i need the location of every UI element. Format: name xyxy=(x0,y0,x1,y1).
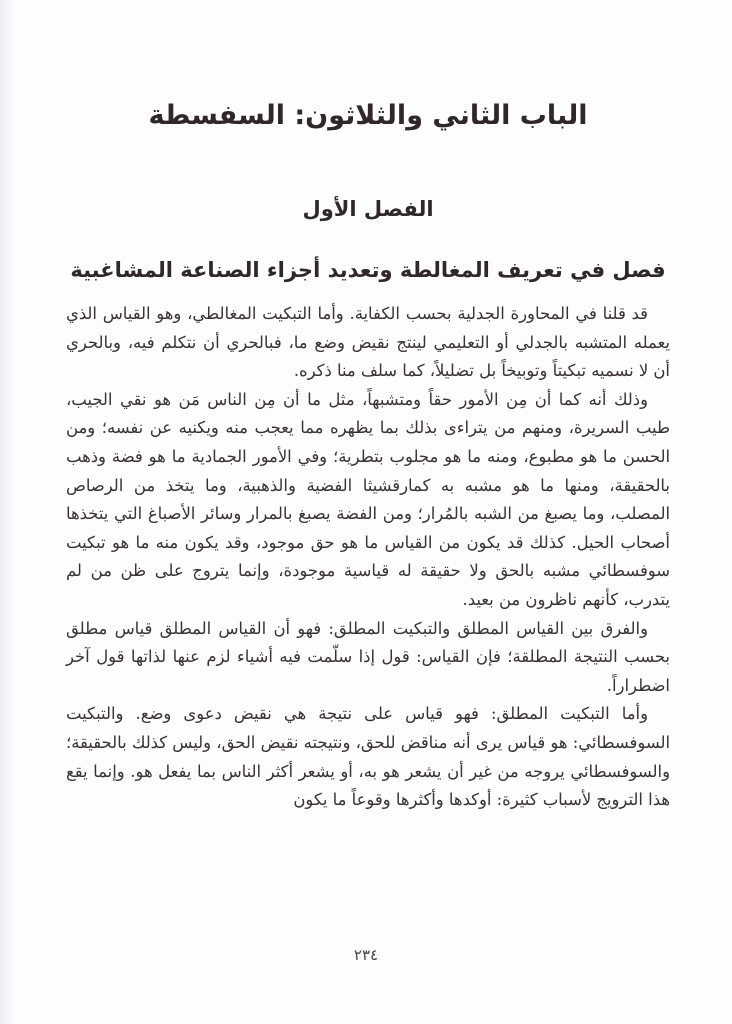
paragraph: وذلك أنه كما أن مِن الأمور حقاً ومتشبهاً، مثل ما أن مِن الناس مَن هو نقي الجيب، طيب السريرة، ومنهم من يتراءى بذلك بما يظهره مما يعجب منه ويكنيه عن نفسه؛ ومن الحسن ما هو مطبوع، ومنه ما هو مجلوب بتطرية؛ وفي الأمور الجمادية ما هو فضة وذهب بالحقيقة، ومنها ما هو مشبه به كمارقشيثا الفضية والذهبية، وما يتخذ من الرصاص المصلب، وما يصبغ من الشبه بالمُرار؛ ومن الفضة يصبغ بالمرار وسائر الأصباغ التي يتخذها أصحاب الحيل. كذلك قد يكون من القياس ما هو حق موجود، وقد يكون منه ما هو تبكيت سوفسطائي مشبه بالحق ولا حقيقة له قياسية موجودة، وإنما يتروج على ظن من لم يتدرب، كأنهم ناظرون من بعيد. xyxy=(66,389,670,609)
paragraph: والفرق بين القياس المطلق والتبكيت المطلق: فهو أن القياس المطلق قياس مطلق بحسب النتيجة المطلقة؛ فإن القياس: قول إذا سلّمت فيه أشياء لزم عنها لذاتها قول آخر اضطراراً. xyxy=(66,618,670,695)
page-number: ٢٣٤ xyxy=(353,946,379,964)
section-title: الفصل الأول xyxy=(302,197,434,221)
subsection-title: فصل في تعريف المغالطة وتعديد أجزاء الصناعة المشاغبية xyxy=(70,258,666,282)
paragraph: قد قلنا في المحاورة الجدلية بحسب الكفاية. وأما التبكيت المغالطي، وهو القياس الذي يعمله المتشبه بالجدلي أو التعليمي لينتج نقيض وضع ما، فبالحري أن نتكلم فيه، وبالحري أن لا نسميه تبكيتاً وتوبيخاً بل تضليلاً، كما سلف منا ذكره. xyxy=(66,304,670,381)
body-text xyxy=(66,300,670,815)
page-edge-shadow xyxy=(0,0,14,1024)
paragraph: وأما التبكيت المطلق: فهو قياس على نتيجة هي نقيض دعوى وضع. والتبكيت السوفسطائي: هو قياس يرى أنه مناقض للحق، ونتيجته نقيض الحق، وليس كذلك بالحقيقة؛ والسوفسطائي يروجه من غير أن يشعر هو به، أو يشعر أكثر الناس بما يفعل هو. وإنما يقع هذا الترويج لأسباب كثيرة: أوكدها وأكثرها وقوعاً ما يكون xyxy=(66,704,670,810)
chapter-title: الباب الثاني والثلاثون: السفسطة xyxy=(148,100,588,131)
